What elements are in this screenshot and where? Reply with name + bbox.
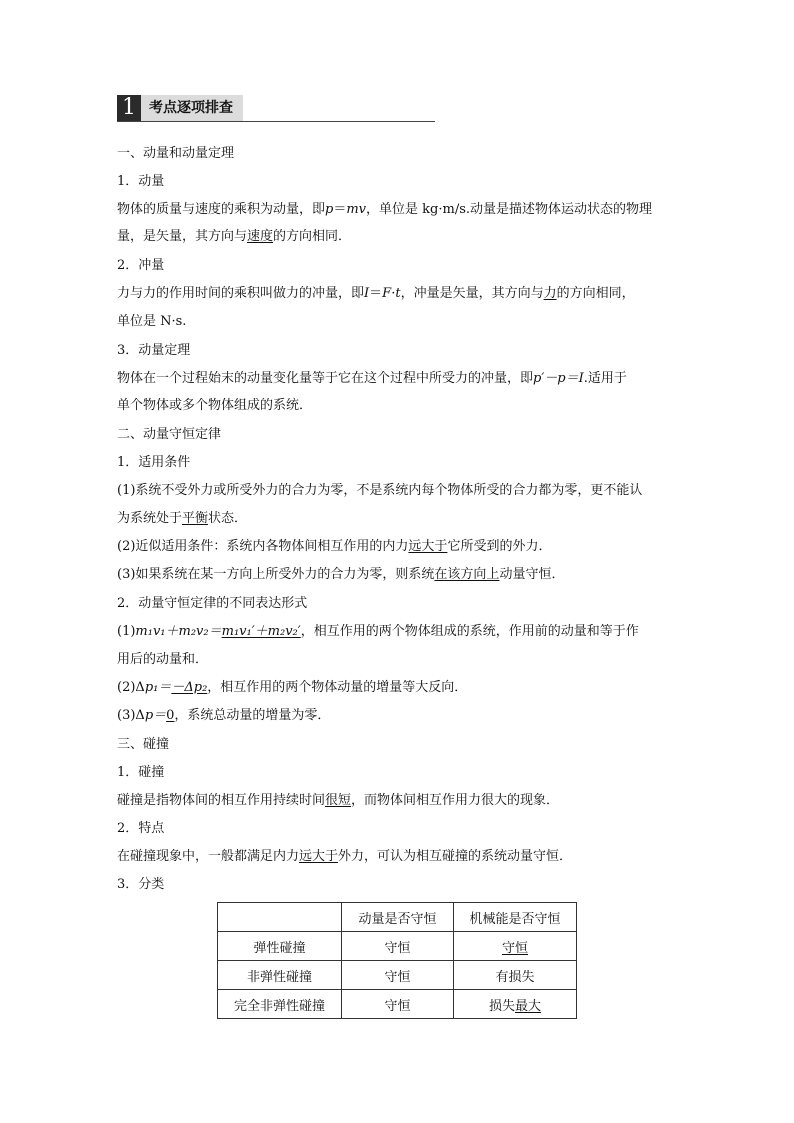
text: ，相互作用的两个物体动量的增量等大反向． <box>207 680 468 695</box>
text: .适用于 <box>583 371 627 386</box>
heading-momentum-theorem: 一、动量和动量定理 <box>117 146 235 161</box>
table-cell: 守恒 <box>342 990 454 1019</box>
table-row <box>218 961 577 990</box>
blank-answer: 速度 <box>247 229 274 244</box>
text: ，而物体间相互作用力很大的现象． <box>351 793 560 808</box>
text: 物体在一个过程始末的动量变化量等于它在这个过程中所受力的冲量，即 <box>117 371 534 386</box>
table-cell <box>454 990 577 1019</box>
table-cell: 非弹性碰撞 <box>218 961 342 990</box>
collision-definition <box>117 791 559 811</box>
table-cell: 守恒 <box>342 932 454 961</box>
text: 力与力的作用时间的乘积叫做力的冲量，即 <box>117 286 365 301</box>
formula-var: p′－p＝I <box>533 371 584 386</box>
text: (3)Δ <box>117 708 145 723</box>
text: (2)Δ <box>117 680 145 695</box>
section-title: 考点逐项排查 <box>141 95 243 121</box>
table-header-cell: 动量是否守恒 <box>342 903 454 932</box>
blank-answer: 远大于 <box>408 539 448 554</box>
text: 物体的质量与速度的乘积为动量，即 <box>117 202 326 217</box>
sub-heading-momentum: 1．动量 <box>117 174 165 189</box>
text: 它所受到的外力． <box>447 539 552 554</box>
header-rule <box>117 121 435 122</box>
sub-heading-collision: 1．碰撞 <box>117 765 165 780</box>
momentum-definition-line2 <box>117 227 351 247</box>
condition-3 <box>117 565 564 585</box>
text: (3)如果系统在某一方向上所受外力的合力为零，则系统 <box>117 567 435 582</box>
text: 量，是矢量，其方向与 <box>117 229 248 244</box>
text: 为系统处于 <box>117 511 183 526</box>
blank-answer: 守恒 <box>501 940 528 956</box>
text: ，单位是 kg·m/s.动量是描述物体运动状态的物理 <box>366 202 653 217</box>
formula-var: I <box>364 286 370 301</box>
text: 的方向相同， <box>556 286 635 301</box>
blank-answer: 在该方向上 <box>434 567 500 582</box>
formula-var: mv <box>346 202 367 217</box>
text: ，冲量是矢量，其方向与 <box>400 286 544 301</box>
formula: m₁v₁＋m₂v₂＝ <box>135 624 222 639</box>
table-cell: 弹性碰撞 <box>218 932 342 961</box>
heading-conservation: 二、动量守恒定律 <box>117 427 222 442</box>
sub-heading-features: 2．特点 <box>117 821 165 836</box>
table-cell <box>454 932 577 961</box>
formula-var: p <box>325 202 334 217</box>
blank-answer: m₁v₁′＋m₂v₂′ <box>221 624 301 639</box>
sub-heading-expressions: 2．动量守恒定律的不同表达形式 <box>117 596 308 611</box>
text: (1) <box>117 624 136 639</box>
expression-1-line1 <box>117 622 639 642</box>
impulse-definition-line1 <box>117 284 635 304</box>
text: 在碰撞现象中，一般都满足内力 <box>117 849 300 864</box>
blank-answer: 0 <box>166 708 175 723</box>
text: 状态． <box>208 511 248 526</box>
condition-1-line1: (1)系统不受外力或所受外力的合力为零，不是系统内每个物体所受的合力都为零，更不能认 <box>117 483 643 498</box>
text: ，相互作用的两个物体组成的系统，作用前的动量和等于作 <box>300 624 639 639</box>
sub-heading-conditions: 1．适用条件 <box>117 455 191 470</box>
blank-answer: 力 <box>543 286 557 301</box>
condition-1-line2 <box>117 509 247 529</box>
blank-answer: 很短 <box>325 793 352 808</box>
formula: p₁＝ <box>144 680 172 695</box>
table-row <box>218 990 577 1019</box>
blank-answer: 平衡 <box>182 511 209 526</box>
table-cell: 完全非弹性碰撞 <box>218 990 342 1019</box>
text: ，系统总动量的增量为零． <box>174 708 331 723</box>
table-cell: 守恒 <box>342 961 454 990</box>
expression-3 <box>117 706 330 726</box>
blank-answer: 远大于 <box>299 849 339 864</box>
blank-answer: 最大 <box>515 998 542 1014</box>
table-cell: 有损失 <box>454 961 577 990</box>
expression-1-line2: 用后的动量和． <box>117 652 209 667</box>
theorem-line1 <box>117 369 627 389</box>
blank-answer: －Δp₂ <box>171 680 208 695</box>
section-header <box>117 95 435 123</box>
text: 碰撞是指物体间的相互作用持续时间 <box>117 793 326 808</box>
expression-2 <box>117 678 467 698</box>
sub-heading-impulse: 2．冲量 <box>117 258 165 273</box>
formula: p＝ <box>144 708 167 723</box>
table-header-cell <box>218 903 342 932</box>
section-number: 1 <box>117 95 141 121</box>
heading-collision: 三、碰撞 <box>117 737 170 752</box>
sub-heading-momentum-theorem: 3．动量定理 <box>117 343 191 358</box>
table-header-row <box>218 903 577 932</box>
text: (2)近似适用条件：系统内各物体间相互作用的内力 <box>117 539 409 554</box>
condition-2 <box>117 537 551 557</box>
formula-var: F·t <box>382 286 401 301</box>
features-text <box>117 847 572 867</box>
text: 损失 <box>488 998 515 1014</box>
collision-classification-table <box>217 902 577 1019</box>
text: 外力，可认为相互碰撞的系统动量守恒． <box>338 849 573 864</box>
table-row <box>218 932 577 961</box>
momentum-definition-line1 <box>117 200 652 220</box>
theorem-line2: 单个物体或多个物体组成的系统． <box>117 398 313 413</box>
sub-heading-classification: 3．分类 <box>117 877 165 892</box>
table-header-cell: 机械能是否守恒 <box>454 903 577 932</box>
text: 动量守恒． <box>499 567 565 582</box>
impulse-definition-line2: 单位是 N·s. <box>117 314 187 329</box>
text: ＝ <box>333 202 347 217</box>
text: ＝ <box>369 286 383 301</box>
text: 的方向相同． <box>273 229 352 244</box>
